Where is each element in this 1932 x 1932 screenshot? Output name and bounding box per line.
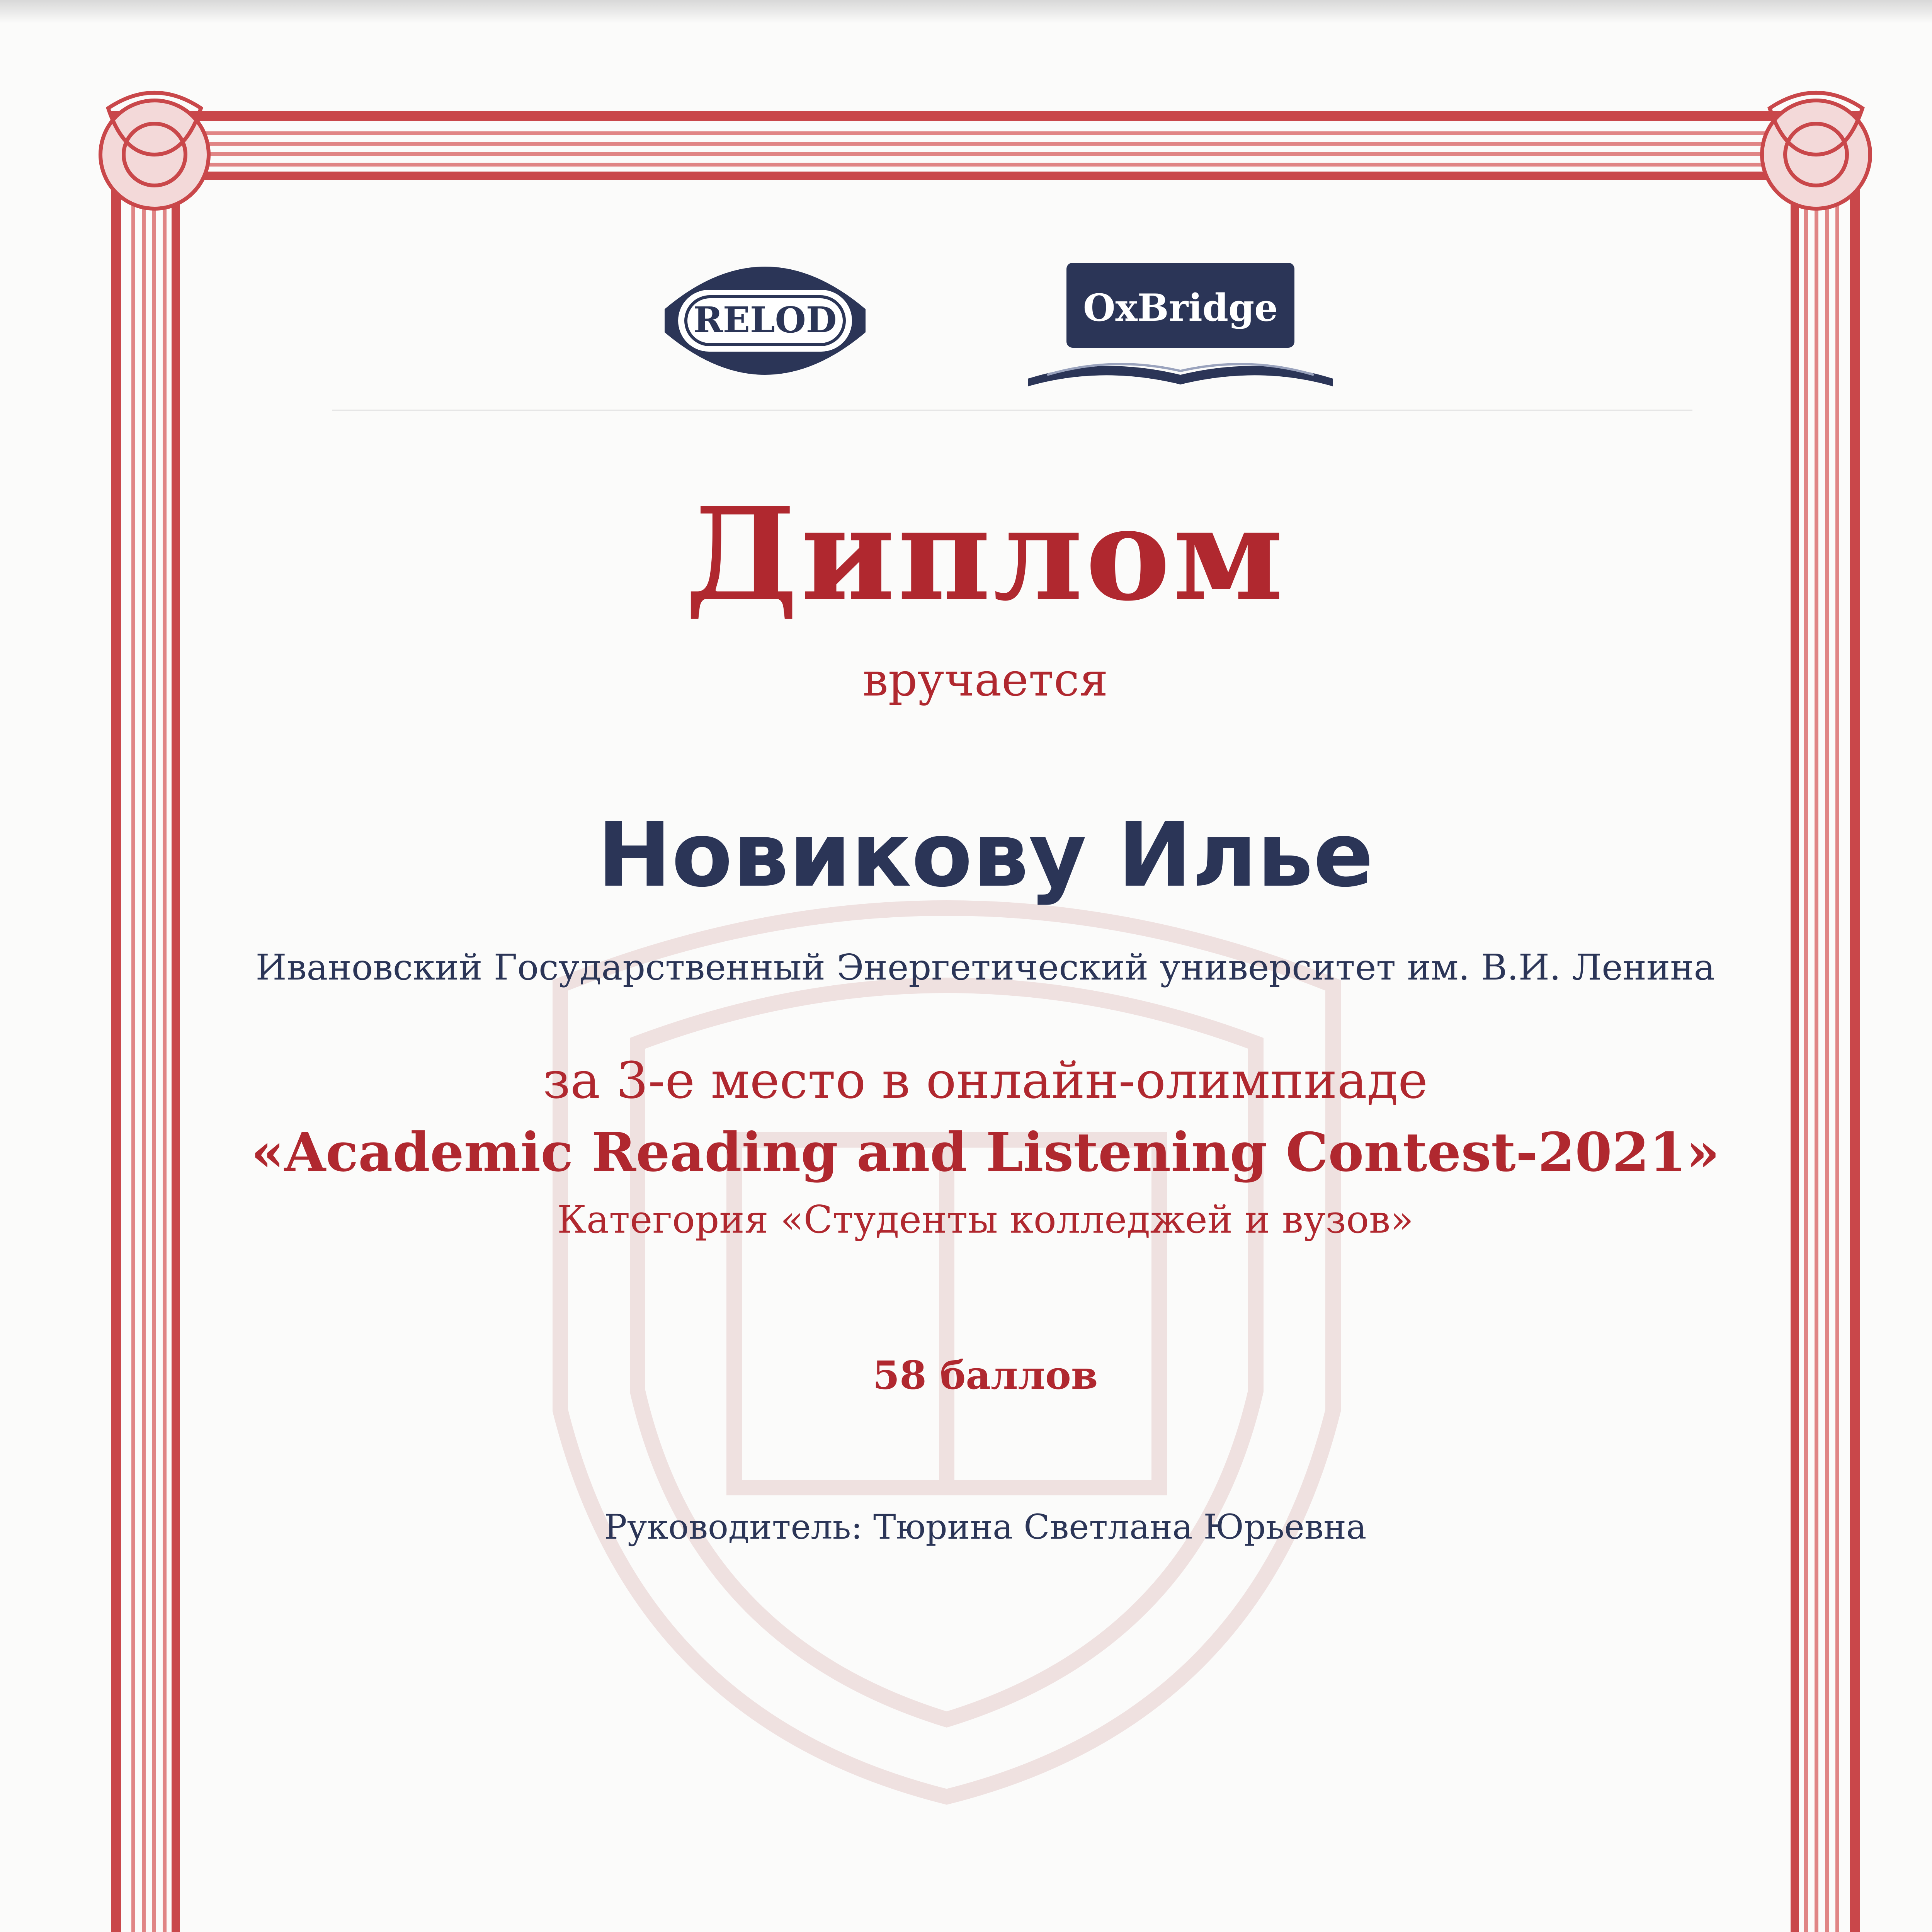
recipient-name: Новикову Илье bbox=[597, 804, 1374, 907]
supervisor-text: Руководитель: Тюрина Светлана Юрьевна bbox=[604, 1507, 1367, 1547]
relod-logo-text: RELOD bbox=[693, 299, 837, 341]
oxbridge-book-icon bbox=[1024, 263, 1337, 390]
oxbridge-logo-text: OxBridge bbox=[1083, 286, 1278, 330]
institution-name: Ивановский Государственный Энергетический университет им. В.И. Ленина bbox=[255, 947, 1715, 988]
category-text: Категория «Студенты колледжей и вузов» bbox=[557, 1198, 1414, 1242]
contest-name: «Academic Reading and Listening Contest-2021» bbox=[251, 1121, 1720, 1184]
header-divider bbox=[332, 410, 1692, 411]
score-text: 58 баллов bbox=[872, 1352, 1098, 1398]
relod-logo-icon bbox=[657, 240, 873, 402]
diploma-title: Диплом bbox=[685, 479, 1286, 629]
awarded-label: вручается bbox=[862, 653, 1108, 706]
place-text: за 3-е место в онлайн-олимпиаде bbox=[543, 1051, 1428, 1110]
